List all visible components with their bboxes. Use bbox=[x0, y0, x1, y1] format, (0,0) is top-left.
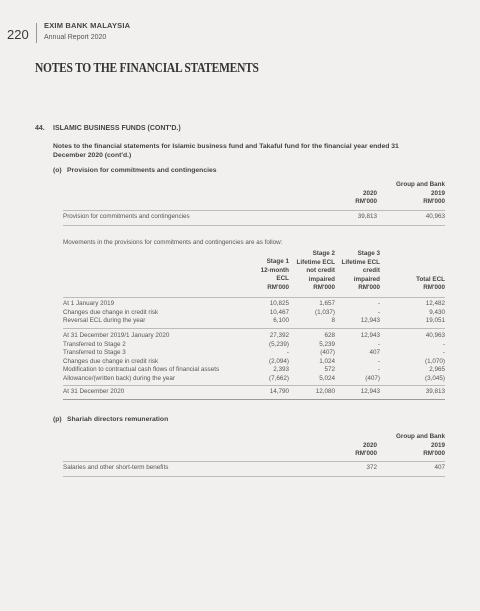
ecl-column-headers bbox=[63, 250, 445, 295]
rule bbox=[63, 399, 445, 400]
section-p-column-header bbox=[63, 433, 445, 459]
header-line: RM'000 bbox=[423, 284, 445, 292]
rule bbox=[63, 225, 445, 226]
row-label: Transferred to Stage 3 bbox=[63, 349, 126, 357]
header-line: ECL bbox=[276, 275, 289, 283]
header-line: Total ECL bbox=[416, 275, 445, 283]
total-value: 19,051 bbox=[425, 317, 445, 325]
header-line: not credit bbox=[306, 267, 335, 275]
unit-2020: RM'000 bbox=[355, 198, 377, 206]
total-value: - bbox=[442, 349, 445, 357]
stage2-value: 1,024 bbox=[319, 357, 335, 365]
value-2020: 372 bbox=[366, 464, 377, 471]
stage1-value: (5,239) bbox=[269, 340, 289, 348]
table-row bbox=[63, 332, 445, 341]
stage2-value: 5,239 bbox=[319, 340, 335, 348]
row-label: Transferred to Stage 2 bbox=[63, 340, 126, 348]
stage3-value: - bbox=[377, 308, 380, 316]
header-line: credit bbox=[362, 267, 380, 275]
total-value: (1,070) bbox=[425, 357, 445, 365]
total-value: 39,813 bbox=[425, 388, 445, 395]
stage2-value: 572 bbox=[324, 366, 335, 374]
stage1-value: (7,662) bbox=[269, 374, 289, 382]
row-label: Salaries and other short-term benefits bbox=[63, 464, 169, 471]
stage1-value: 27,392 bbox=[269, 332, 289, 339]
table-row bbox=[63, 300, 445, 309]
header-line: impaired bbox=[308, 275, 335, 283]
ecl-total bbox=[63, 388, 445, 397]
stage2-value: 12,080 bbox=[315, 388, 335, 395]
rule bbox=[63, 328, 445, 329]
table-row bbox=[63, 341, 445, 350]
stage1-value: 6,100 bbox=[273, 317, 289, 325]
report-name: Annual Report 2020 bbox=[44, 34, 107, 41]
header-line: impaired bbox=[353, 275, 380, 283]
row-label: Reversal ECL during the year bbox=[63, 317, 146, 325]
year-2019: 2019 bbox=[430, 189, 445, 197]
total-value: (3,045) bbox=[425, 374, 445, 382]
rule bbox=[63, 297, 445, 298]
header-line: Stage 2 bbox=[312, 250, 335, 257]
header-line: RM'000 bbox=[358, 284, 380, 292]
stage3-header bbox=[342, 250, 381, 293]
provision-row bbox=[63, 213, 445, 222]
row-label: Provision for commitments and contingencies bbox=[63, 213, 190, 220]
row-label: Changes due change in credit risk bbox=[63, 308, 159, 316]
section-p-title: Shariah directors remuneration bbox=[67, 416, 169, 423]
remuneration-row bbox=[63, 464, 445, 473]
stage3-value: 12,943 bbox=[360, 317, 380, 325]
stage3-value: 407 bbox=[369, 349, 380, 357]
section-o-letter: (o) bbox=[53, 167, 62, 174]
header-divider bbox=[36, 23, 37, 43]
group-and-bank-header: Group and Bank bbox=[396, 181, 445, 188]
rule bbox=[63, 461, 445, 462]
table-row bbox=[63, 317, 445, 326]
header-line: Stage 3 bbox=[357, 250, 380, 257]
section-title: NOTES TO THE FINANCIAL STATEMENTS bbox=[35, 61, 259, 76]
stage3-value: (407) bbox=[365, 374, 380, 382]
row-label: At 31 December 2019/1 January 2020 bbox=[63, 332, 170, 339]
year-2020: 2020 bbox=[362, 189, 377, 197]
page-number: 220 bbox=[7, 27, 29, 42]
header-line: RM'000 bbox=[267, 283, 289, 291]
rule bbox=[63, 210, 445, 211]
movements-text: Movements in the provisions for commitments and contingencies are as follow: bbox=[63, 239, 283, 246]
table-row bbox=[63, 309, 445, 318]
year-2020: 2020 bbox=[362, 441, 377, 449]
ecl-block-1 bbox=[63, 300, 445, 326]
total-value: 40,963 bbox=[425, 332, 445, 339]
stage2-value: 5,024 bbox=[319, 374, 335, 382]
group-and-bank-header: Group and Bank bbox=[396, 433, 445, 440]
rule bbox=[63, 476, 445, 477]
header-line: Lifetime ECL bbox=[296, 258, 335, 266]
total-ecl-header bbox=[416, 276, 445, 293]
stage1-value: - bbox=[286, 349, 289, 357]
table-row bbox=[63, 349, 445, 358]
stage1-value: (2,094) bbox=[269, 357, 289, 365]
header-line: 12-month bbox=[260, 266, 289, 274]
value-2019: 407 bbox=[434, 464, 445, 471]
stage2-value: 1,657 bbox=[319, 300, 335, 307]
stage3-value: 12,943 bbox=[360, 388, 380, 395]
table-row bbox=[63, 388, 445, 397]
stage2-value: (407) bbox=[320, 349, 335, 357]
stage1-value: 2,393 bbox=[273, 366, 289, 374]
header-line: Stage 1 bbox=[266, 258, 289, 265]
note-heading bbox=[35, 125, 181, 132]
stage1-value: 10,467 bbox=[269, 308, 289, 316]
section-o-title: Provision for commitments and contingencies bbox=[67, 167, 217, 174]
row-label: Changes due change in credit risk bbox=[63, 357, 159, 365]
total-value: 9,430 bbox=[429, 308, 445, 316]
stage2-header bbox=[297, 250, 336, 293]
row-label: Allowance/(written back) during the year bbox=[63, 374, 175, 382]
unit-2019: RM'000 bbox=[423, 450, 445, 458]
stage2-value: (1,037) bbox=[315, 308, 335, 316]
value-2020: 39,813 bbox=[357, 213, 377, 220]
header-line: Lifetime ECL bbox=[341, 258, 380, 266]
total-value: - bbox=[442, 340, 445, 348]
stage3-value: - bbox=[377, 340, 380, 348]
header-line: RM'000 bbox=[313, 284, 335, 292]
note-number: 44. bbox=[35, 125, 45, 132]
stage3-value: 12,943 bbox=[360, 332, 380, 339]
value-2019: 40,963 bbox=[425, 213, 445, 220]
row-label: At 1 January 2019 bbox=[63, 300, 115, 307]
table-row bbox=[63, 375, 445, 384]
section-p-letter: (p) bbox=[53, 416, 62, 423]
row-label: Modification to contractual cash flows of financial assets bbox=[63, 366, 220, 374]
section-p-heading bbox=[53, 416, 168, 423]
stage2-value: 628 bbox=[324, 332, 335, 339]
stage3-value: - bbox=[377, 300, 380, 307]
stage3-value: - bbox=[377, 357, 380, 365]
table-row bbox=[63, 366, 445, 375]
note-title: ISLAMIC BUSINESS FUNDS (CONT'D.) bbox=[53, 125, 181, 132]
unit-2020: RM'000 bbox=[355, 450, 377, 458]
ecl-block-2 bbox=[63, 332, 445, 384]
section-o-column-header bbox=[63, 181, 445, 207]
total-value: 2,965 bbox=[429, 366, 445, 374]
table-row bbox=[63, 358, 445, 367]
section-o-heading bbox=[53, 167, 217, 174]
year-2019: 2019 bbox=[430, 441, 445, 449]
note-intro: Notes to the financial statements for Islamic business fund and Takaful fund for the financial year ended 31 December 2020 (cont'd.) bbox=[53, 143, 399, 159]
rule bbox=[63, 385, 445, 386]
row-label: At 31 December 2020 bbox=[63, 388, 125, 395]
stage1-value: 14,790 bbox=[269, 388, 289, 395]
stage1-value: 10,825 bbox=[269, 300, 289, 307]
total-value: 12,482 bbox=[425, 300, 445, 307]
stage1-header bbox=[261, 258, 289, 292]
bank-name: EXIM BANK MALAYSIA bbox=[44, 21, 131, 30]
stage3-value: - bbox=[377, 366, 380, 374]
unit-2019: RM'000 bbox=[423, 198, 445, 206]
stage2-value: 8 bbox=[331, 317, 335, 325]
